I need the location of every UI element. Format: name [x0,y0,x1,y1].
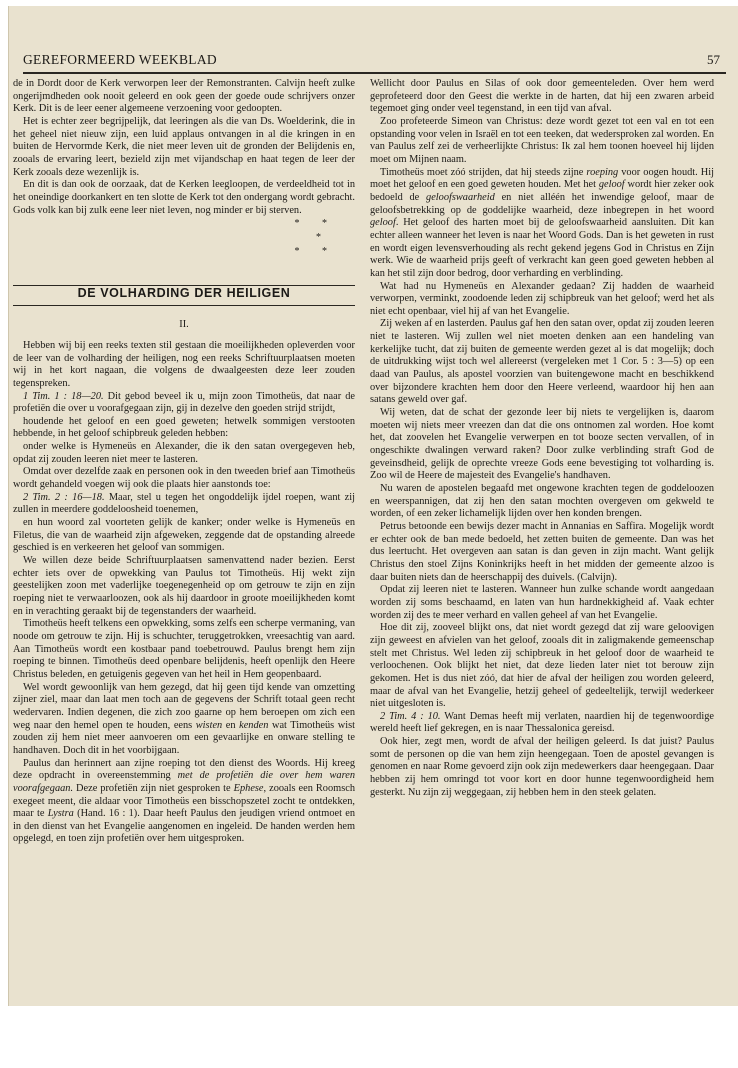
scripture-quote: onder welke is Hymeneüs en Alexander, die ik den satan overgegeven heb, opdat zij zouden leeren niet meer te lasteren. [13,441,355,465]
section-title: DE VOLHARDING DER HEILIGEN [77,286,291,301]
paragraph: Timotheüs moet zóó strijden, dat hij steeds zijne roeping voor oogen houdt. Hij moet het geloof en een goed geweten houden. Met het geloof wordt hier zeker ook bedoeld de geloofswaarheid en niet alléén het inwendige geloof, maar de geloofsbetrekking op de goddelijke waarheid, deze inbegrepen in het woord geloof. Het geloof des harten moet bij de geloofswaarheid aansluiten. Dit kan echter alleen wanneer het leven is naar het Woord Gods. Dan is het geweten in rust en wordt eigen levensverhouding als recht gekend jegens God in Christus en Zijn werk. Wie de waarheid prijs geeft of verkracht kan geen goed geweten hebben al kan het stil zijn door bedrog, door verharding en verblinding. [370,166,715,279]
paragraph: Opdat zij leeren niet te lasteren. Wanneer hun zulke schande wordt aangedaan worden zij soms beschaamd, en laten van hun hardnekkigheid af. Vaak echter worden zij des te meer verhard en vallen geheel af van het Evangelie. [370,584,714,621]
scripture-reference: 2 Tim. 4 : 10. [380,710,441,722]
heading-rule [13,305,355,306]
paragraph: Nu waren de apostelen begaafd met ongewone krachten tegen de goddeloozen en weerspannigen, dat zij hen den satan mochten overgeven om gekweld te worden, of een zeker lichamelijk lijden over hen konden brengen. [370,483,714,520]
paragraph: We willen deze beide Schriftuurplaatsen samenvattend nader bezien. Eerst echter iets over de opwekking van Paulus tot Timotheüs. Hij wekt zijn geestelijken zoon met vaderlijke toegenegenheid op om getrouw te zijn en zijn roeping niet te verwaarloozen, ook als hij daardoor in groote moeilijkheden komt en in verachting geraakt bij de tegenstanders der waarheid. [13,555,355,617]
paragraph: Wel wordt gewoonlijk van hem gezegd, dat hij geen tijd kende van omzetting zijner ziel, maar dan laat men toch aan de gegevens der Schrift totaal geen recht wedervaren. Indien degenen, die zich zoo gaarne op hem beroepen om zich een weg naar den hemel open te houden, eens wisten en kenden wat Timotheüs wist zouden zij hem niet meer aanvoeren om een gevaarlijke en onware stelling te handhaven. Doch dit in het voorbijgaan. [13,681,355,756]
section-ornament: * [316,232,331,244]
section-heading [13,281,355,309]
scripture-reference: 2 Tim. 2 : 16—18. [23,491,105,503]
paragraph: Zij weken af en lasterden. Paulus gaf hen den satan over, opdat zij zouden leeren niet te lasteren. Wij zullen wel niet moeten denken aan een handeling van kerkelijke tucht, dat zij buiten de gemeente werden gezet al is dat mogelijk; doch de uitdrukking wijst toch wel allereerst (vergeleken met 1 Cor. 5 : 3—5) op een daad van Paulus, als apostel voorzien van buitengewone macht en beschikkend over bijzondere krachten hem door den Heere verleend, waardoor hij hen aan satans geweld over gaf. [370,318,714,406]
section-ornament: * * [294,246,337,258]
paragraph: Ook hier, zegt men, wordt de afval der heiligen geleerd. Is dat juist? Paulus somt de personen op die van hem zijn heengegaan. Toen de apostel gevangen is genomen en naar Rome gevoerd zijn ook zijn medewerkers daar heengegaan. Daar hebben zij hem omringd tot voor kort en door hunne tegenwoordigheid hem gesterkt. Nu zijn zij weggegaan, zij hebben hem in den steek gelaten. [370,736,714,798]
paragraph: Het is echter zeer begrijpelijk, dat leeringen als die van Ds. Woelderink, die in het geheel niet nieuw zijn, een luid applaus ontvangen in al die kringen in en buiten de Hervormde Kerk, die niet meer leven uit de gronden der Belijdenis en, zooals de ervaring leert, bezield zijn met vijandschap en haat tegen de leer der Kerk zooals deze wezenlijk is. [13,115,355,178]
paragraph: Omdat over dezelfde zaak en personen ook in den tweeden brief aan Timotheüs wordt gehandeld voegen wij ook die plaats hier aanstonds toe: [13,466,355,491]
paragraph: Timotheüs heeft telkens een opwekking, soms zelfs een scherpe vermaning, van noode om getrouw te zijn. Hij is schuchter, teruggetrokken, vreesachtig van aard. Aan Timotheüs wordt een kostbaar pand toebetrouwd. Paulus brengt hem zijn roeping te binnen. Timotheüs deed openbare belijdenis, heeft openlijk den Heere Christus beleden, en getuigenis gegeven van het heil in Hem geopenbaard. [13,618,355,680]
section-number: II. [179,319,189,331]
paragraph: Wat had nu Hymeneüs en Alexander gedaan? Zij hadden de waarheid verworpen, verminkt, zoodoende leden zij schipbreuk van het geloof; werd het als niet echt openbaar, viel hij af van het Evangelie. [370,280,714,317]
right-column [370,78,714,799]
paragraph: Wellicht door Paulus en Silas of ook door gemeenteleden. Over hem werd geprofeteerd door den Geest die werkte in de harten, dat hij een zwaren arbeid tegemoet ging onder veel tegenstand, in een tijd van afval. [370,78,714,115]
scripture-quote: houdende het geloof en een goed geweten; hetwelk sommigen verstooten hebbende, in het geloof schipbreuk geleden hebben: [13,415,355,440]
paragraph: Hebben wij bij een reeks texten stil gestaan die moeilijkheden opleverden voor de leer van de volharding der heiligen, nog een reeks Schriftuurplaatsen moeten wij in het kort nagaan, die volgens de dwaalgeesten deze leer zouden tegenspreken. [13,339,355,389]
scripture-quote: 2 Tim. 4 : 10. Want Demas heeft mij verlaten, naardien hij de tegenwoordige wereld heeft lief gekregen, en is naar Thessalonica gereisd. [370,710,714,735]
publication-title: GEREFORMEERD WEEKBLAD [23,52,217,67]
scripture-quote: en hun woord zal voorteten gelijk de kanker; onder welke is Hymeneüs en Filetus, die van de waarheid zijn afgeweken, zeggende dat de opstanding alreede geschied is en verkeeren het geloof van sommigen. [13,517,355,554]
scripture-reference: 1 Tim. 1 : 18—20. [23,390,104,402]
left-column [13,78,355,846]
page-header [23,52,726,74]
paragraph: Hoe dit zij, zooveel blijkt ons, dat niet wordt gezegd dat zij ware geloovigen zijn geweest en afvielen van het geloof, zooals dit in zaligmakende gemeenschap stelt met Christus. Wel leden zij schipbreuk in het geloof door de waarheid te verloochenen. Ook blijkt het niet, dat deze lieden later niet tot berouw zijn gekomen. Het is dus niet zóó, dat hier de afval der heiligen zou worden geleerd, maar de afval van het Evangelie, hetzij geheel of gedeeltelijk, terwijl wederkeer niet uitgesloten is. [370,622,714,710]
scripture-quote: 1 Tim. 1 : 18—20. Dit gebod beveel ik u, mijn zoon Timotheüs, dat naar de profetiën die over u voorafgegaan zijn, gij in dezelve den goeden strijd strijdt, [13,390,355,415]
paragraph: Zoo profeteerde Simeon van Christus: deze wordt gezet tot een val en tot een opstanding voor velen in Israël en tot een teeken, dat wedersproken zal worden. En van Paulus zelf zei de verheerlijkte Christus: Ik zal hem toonen hoeveel hij lijden moet om Mijnen naam. [370,115,714,165]
paragraph: En dit is dan ook de oorzaak, dat de Kerken leegloopen, de verdeeldheid tot in het oneindige doorkankert en ten slotte de Kerk tot den ondergang wordt gebracht. Gods volk kan bij zulk eene leer niet leven, nog minder er bij sterven. [13,179,355,216]
paragraph: Petrus betoonde een bewijs dezer macht in Annanias en Saffira. Mogelijk wordt er echter ook de ban mede bedoeld, het zetten buiten de gemeente. Dan was het dus leertucht. Het overgeven aan satan is dan geven in zijn macht. Want gelijk Christus den stoel Zijns Koninkrijks heeft in het midden der gemeente alzoo is daar buiten niets dan de heerschappij des duivels. (Calvijn). [370,520,714,583]
page-number: 57 [707,52,720,67]
scripture-quote: 2 Tim. 2 : 16—18. Maar, stel u tegen het ongoddelijk ijdel roepen, want zij zullen in meerdere goddeloosheid toenemen, [13,491,356,516]
section-ornament: * * [294,218,337,230]
paragraph: Wij weten, dat de schat der gezonde leer bij niets te vergelijken is, daarom moeten wij niets meer vreezen dan dat die ons ontnomen zal worden. Hoe komt het, dat zoovelen het Evangelie verwerpen en tot booze secten vervallen, of in ongeschikte dwalingen verward raken? Door zulke verblinding straft God de geveinsdheid, gelijk de oprechte vreeze Gods eene bevestiging tot volharding is. Zoo wil de Heere de majesteit des Evangelie's handhaven. [370,407,714,482]
paragraph: Paulus dan herinnert aan zijne roeping tot den dienst des Woords. Hij kreeg deze opdracht in overeenstemming met de profetiën die over hem waren voorafgegaan. Deze profetiën zijn niet gesproken te Ephese, zooals een Roomsch exegeet meent, die aldaar voor Timotheüs een bisschopszetel zocht te ontdekken, maar te Lystra (Hand. 16 : 1). Daar heeft Paulus den jeudigen vriend ontmoet en in den dienst van het Evangelie aangenomen en ingeleid. De handen werden hem opgelegd, en toen zijn profetiën over hem uitgesproken. [13,757,356,845]
paragraph: de in Dordt door de Kerk verworpen leer der Remonstranten. Calvijn heeft zulke ongerijmdheden ook nooit geleerd en ook geen der goede oude schrijvers onzer Kerk. Dit is de leer eener algemeene verzoening voor gedoopten. [13,78,355,115]
